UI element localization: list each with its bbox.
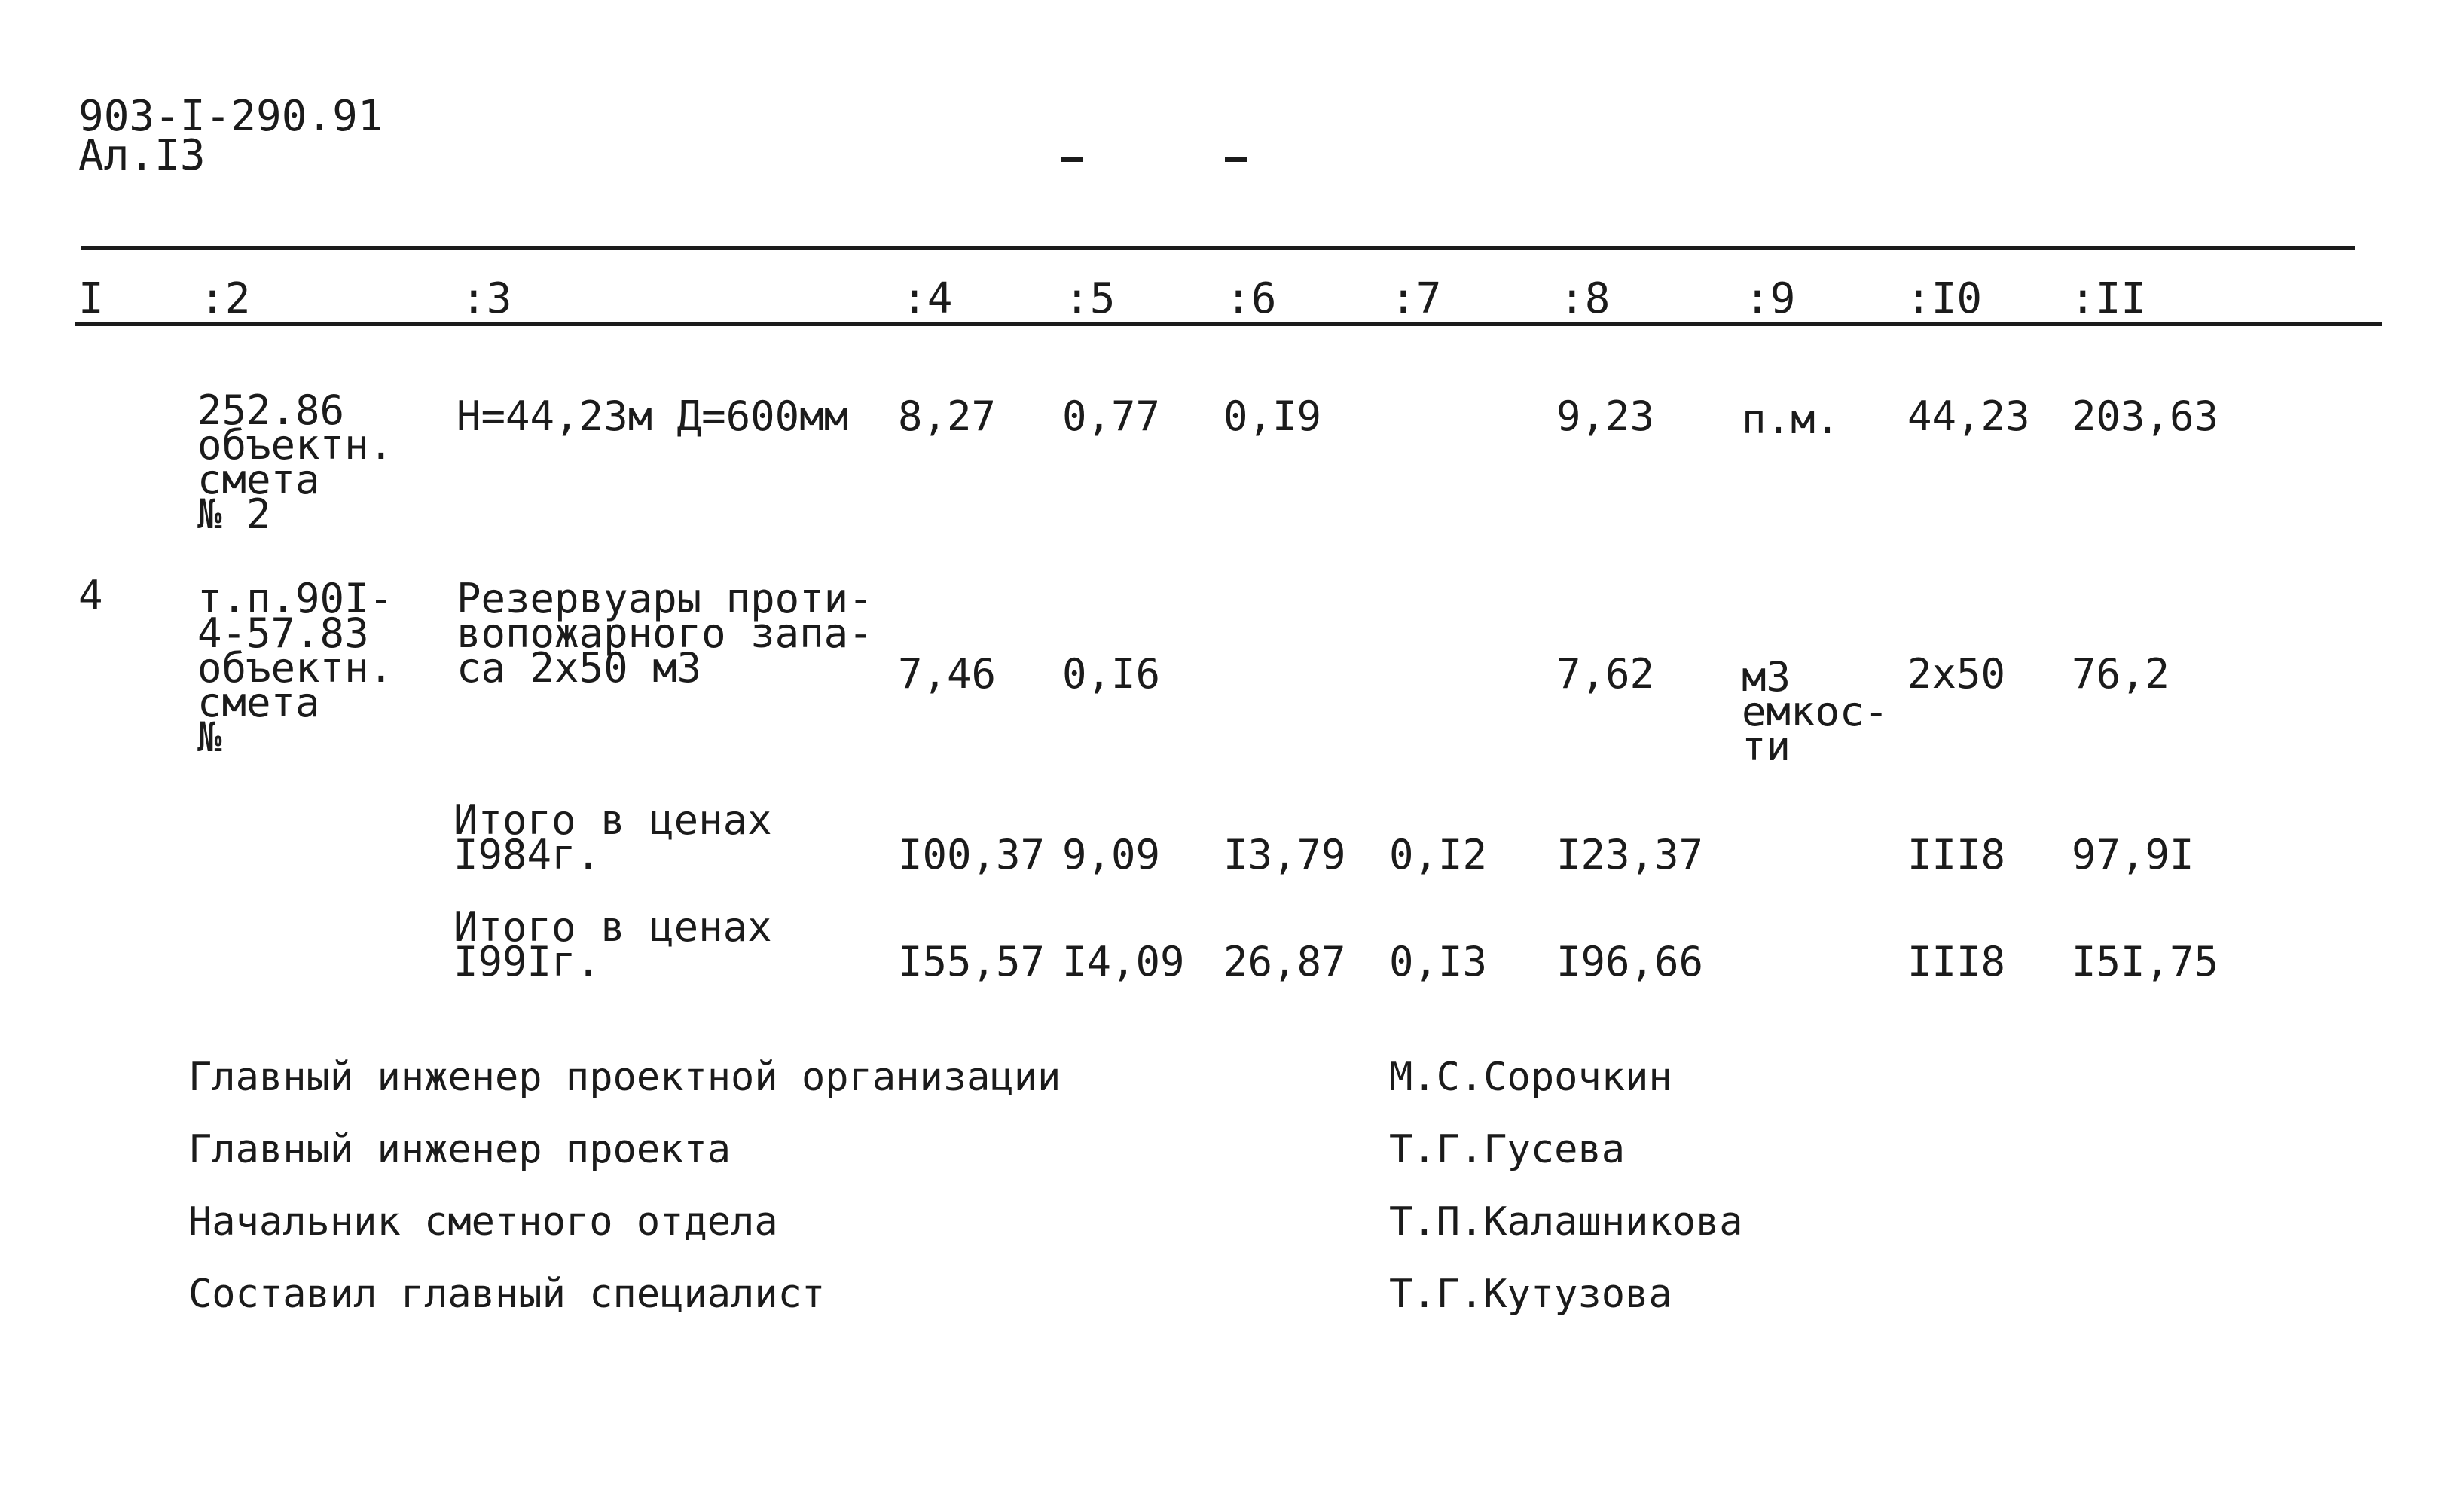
signature-name-1: М.С.Сорочкин [1389,1055,1672,1100]
row1-cell-8: 9,23 [1556,393,1655,440]
top-dash-right [1225,157,1247,162]
total1-cell-4: I00,37 [898,831,1046,878]
signature-name-2: Т.Г.Гусева [1389,1127,1626,1172]
total1-cell-7: 0,I2 [1389,831,1488,878]
column-header-4: :4 [902,274,953,323]
row2-cell-description: Резервуары проти- вопожарного запа- са 2х50 м3 [457,575,873,692]
row2-cell-4: 7,46 [898,650,997,698]
column-header-3: :3 [461,274,512,323]
row2-cell-10: 2х50 [1907,650,2006,698]
total2-label: Итого в ценах I99Iг. [453,903,772,985]
row1-cell-11: 203,63 [2072,393,2219,440]
row2-cell-estimate: т.п.90I- 4-57.83 объектн. смета № [197,575,394,761]
column-header-9: :9 [1745,274,1796,323]
total1-cell-10: III8 [1907,831,2006,878]
total2-cell-5: I4,09 [1062,938,1185,985]
row1-cell-6: 0,I9 [1223,393,1322,440]
total2-cell-4: I55,57 [898,938,1046,985]
column-header-10: :I0 [1906,274,1983,323]
total1-cell-6: I3,79 [1223,831,1346,878]
column-header-7: :7 [1391,274,1442,323]
signature-role-2: Главный инженер проекта [188,1127,731,1172]
total2-cell-7: 0,I3 [1389,938,1488,985]
column-header-1: I [78,274,104,323]
row2-cell-5: 0,I6 [1062,650,1161,698]
total2-cell-6: 26,87 [1223,938,1346,985]
column-header-2: :2 [200,274,251,323]
row1-cell-10: 44,23 [1907,393,2030,440]
total2-cell-10: III8 [1907,938,2006,985]
sheet-number: Ал.I3 [78,131,206,180]
total1-cell-8: I23,37 [1556,831,1704,878]
column-header-8: :8 [1559,274,1611,323]
signature-role-1: Главный инженер проектной организации [188,1055,1061,1100]
signature-name-3: Т.П.Калашникова [1389,1199,1743,1245]
document-code: 903-I-290.91 [78,92,383,141]
signature-role-4: Составил главный специалист [188,1272,826,1317]
total1-cell-11: 97,9I [2072,831,2194,878]
row2-cell-number: 4 [78,572,103,619]
row1-cell-unit: п.м. [1742,396,1840,443]
table-top-rule [81,246,2355,250]
row2-cell-11: 76,2 [2072,650,2170,698]
signature-name-4: Т.Г.Кутузова [1389,1272,1672,1317]
row1-cell-4: 8,27 [898,393,997,440]
row1-cell-5: 0,77 [1062,393,1161,440]
signature-role-3: Начальник сметного отдела [188,1199,778,1245]
total1-label: Итого в ценах I984г. [453,796,772,878]
total2-cell-8: I96,66 [1556,938,1704,985]
total1-cell-5: 9,09 [1062,831,1161,878]
top-dash-left [1061,157,1083,162]
column-header-11: :II [2070,274,2147,323]
row2-cell-unit: м3 емкос- ти [1742,653,1889,770]
column-header-5: :5 [1064,274,1116,323]
row2-cell-8: 7,62 [1556,650,1655,698]
row1-cell-description: Н=44,23м Д=600мм [457,393,849,440]
row1-cell-estimate: 252.86 объектн. смета № 2 [197,386,394,538]
column-header-6: :6 [1226,274,1277,323]
total2-cell-11: I5I,75 [2072,938,2219,985]
